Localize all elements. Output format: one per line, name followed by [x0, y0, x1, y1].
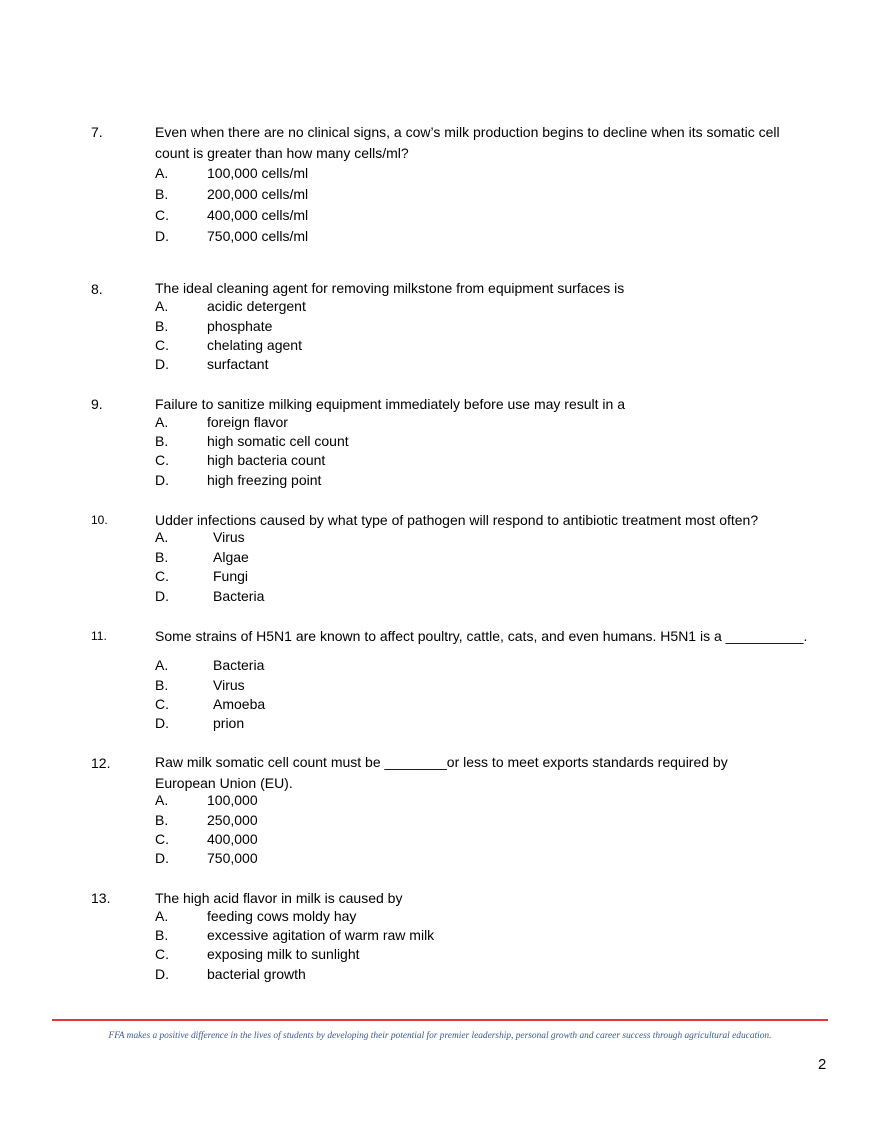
- option-letter: D.: [155, 356, 169, 372]
- option-d: [155, 850, 258, 866]
- option-letter: A.: [155, 529, 169, 545]
- question-number: 7.: [91, 124, 103, 140]
- option-text: Fungi: [213, 568, 249, 584]
- option-d: [155, 356, 268, 372]
- page-number: 2: [818, 1056, 827, 1073]
- option-letter: A.: [155, 298, 169, 314]
- option-b: [155, 812, 258, 828]
- option-text: 250,000: [207, 812, 258, 828]
- option-text: Bacteria: [213, 588, 265, 604]
- option-d: [155, 472, 321, 488]
- option-d: [155, 228, 308, 244]
- option-text: Algae: [213, 549, 249, 565]
- option-text: 750,000: [207, 850, 258, 866]
- option-letter: C.: [155, 452, 169, 468]
- option-text: chelating agent: [207, 337, 302, 353]
- question-number: 8.: [91, 281, 103, 297]
- option-text: high somatic cell count: [207, 433, 349, 449]
- option-a: [155, 657, 264, 673]
- option-text: 100,000 cells/ml: [207, 165, 309, 181]
- question-number: 9.: [91, 396, 103, 412]
- option-letter: B.: [155, 186, 169, 202]
- option-letter: B.: [155, 812, 169, 828]
- footer-tagline: FFA makes a positive difference in the lives of students by developing their potential for premier leadership, personal growth and career success through agricultural education.: [108, 1031, 772, 1041]
- question-stem: Failure to sanitize milking equipment immediately before use may result in a: [155, 396, 625, 412]
- option-text: excessive agitation of warm raw milk: [207, 927, 435, 943]
- option-b: [155, 433, 349, 449]
- question-stem: The ideal cleaning agent for removing milkstone from equipment surfaces is: [155, 280, 625, 296]
- option-letter: B.: [155, 927, 169, 943]
- question-number: 10.: [91, 513, 108, 527]
- option-text: 400,000: [207, 831, 258, 847]
- question-number: 11.: [91, 629, 107, 643]
- option-letter: C.: [155, 207, 169, 223]
- option-c: [155, 696, 265, 712]
- option-text: Virus: [213, 677, 245, 693]
- option-text: phosphate: [207, 318, 273, 334]
- option-letter: D.: [155, 472, 169, 488]
- option-a: [155, 165, 308, 181]
- option-a: [155, 529, 245, 545]
- option-text: high freezing point: [207, 472, 322, 488]
- option-a: [155, 908, 356, 924]
- option-a: [155, 298, 306, 314]
- option-d: [155, 715, 244, 731]
- option-text: Amoeba: [213, 696, 266, 712]
- footer-divider: [52, 1019, 828, 1021]
- option-letter: B.: [155, 318, 169, 334]
- option-a: [155, 792, 258, 808]
- option-text: exposing milk to sunlight: [207, 946, 360, 962]
- option-text: acidic detergent: [207, 298, 306, 314]
- question-stem: Some strains of H5N1 are known to affect poultry, cattle, cats, and even humans. H5N1 is a __________.: [155, 628, 808, 644]
- option-c: [155, 831, 258, 847]
- option-letter: D.: [155, 715, 169, 731]
- option-text: 400,000 cells/ml: [207, 207, 309, 223]
- option-c: [155, 568, 248, 584]
- option-b: [155, 318, 272, 334]
- option-b: [155, 186, 308, 202]
- option-text: bacterial growth: [207, 966, 306, 982]
- option-letter: A.: [155, 414, 169, 430]
- option-b: [155, 927, 434, 943]
- option-letter: D.: [155, 228, 169, 244]
- question-number: 13.: [91, 890, 111, 906]
- option-letter: C.: [155, 696, 169, 712]
- option-letter: C.: [155, 946, 169, 962]
- option-c: [155, 207, 308, 223]
- question-stem: Udder infections caused by what type of pathogen will respond to antibiotic treatment most often?: [155, 512, 759, 528]
- option-c: [155, 337, 302, 353]
- option-b: [155, 677, 245, 693]
- option-letter: B.: [155, 433, 169, 449]
- option-letter: B.: [155, 677, 169, 693]
- option-text: Virus: [213, 529, 245, 545]
- option-letter: A.: [155, 908, 169, 924]
- option-letter: C.: [155, 337, 169, 353]
- option-b: [155, 549, 249, 565]
- option-letter: A.: [155, 657, 169, 673]
- option-letter: C.: [155, 568, 169, 584]
- option-a: [155, 414, 288, 430]
- option-letter: B.: [155, 549, 169, 565]
- question-stem: Raw milk somatic cell count must be ________or less to meet exports standards required by European Union (EU).: [155, 754, 728, 791]
- option-text: feeding cows moldy hay: [207, 908, 357, 924]
- option-text: prion: [213, 715, 245, 731]
- option-text: 200,000 cells/ml: [207, 186, 309, 202]
- option-d: [155, 588, 264, 604]
- option-text: foreign flavor: [207, 414, 288, 430]
- option-letter: D.: [155, 588, 169, 604]
- option-letter: A.: [155, 792, 169, 808]
- option-text: 100,000: [207, 792, 258, 808]
- option-letter: D.: [155, 850, 169, 866]
- option-c: [155, 946, 360, 962]
- option-d: [155, 966, 306, 982]
- option-text: high bacteria count: [207, 452, 326, 468]
- question-stem: The high acid flavor in milk is caused by: [155, 890, 403, 906]
- option-text: 750,000 cells/ml: [207, 228, 309, 244]
- question-stem: Even when there are no clinical signs, a cow’s milk production begins to decline when its somatic cell count is greater than how many cells/ml?: [155, 124, 780, 161]
- option-c: [155, 452, 325, 468]
- option-letter: C.: [155, 831, 169, 847]
- option-letter: D.: [155, 966, 169, 982]
- option-letter: A.: [155, 165, 169, 181]
- option-text: surfactant: [207, 356, 269, 372]
- option-text: Bacteria: [213, 657, 265, 673]
- question-number: 12.: [91, 755, 111, 771]
